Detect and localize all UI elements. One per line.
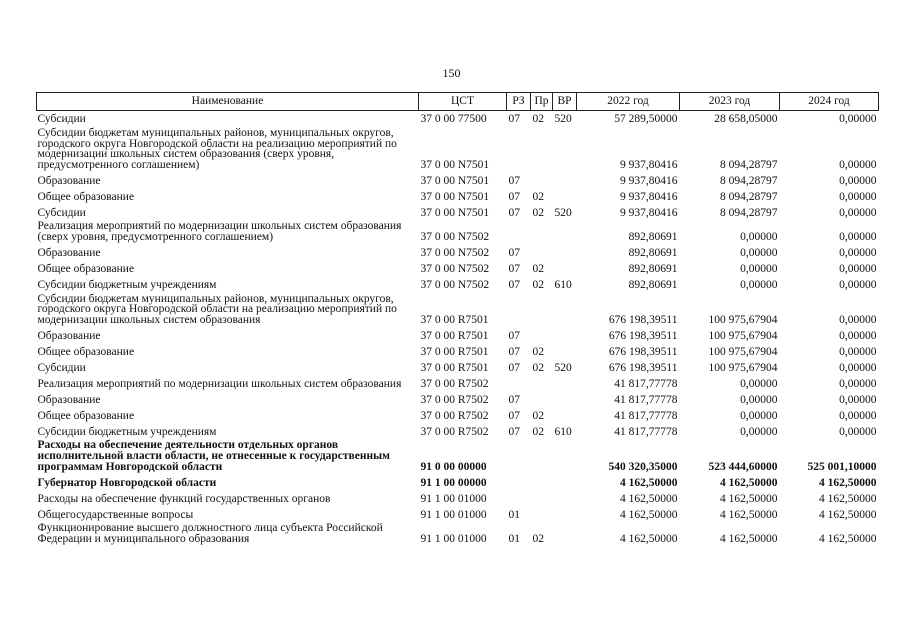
row-cst: 37 0 00 R7501 <box>420 361 489 374</box>
row-cst: 37 0 00 R7502 <box>420 393 489 406</box>
row-name: Субсидии <box>37 206 86 219</box>
row-name: Субсидии бюджетным учреждениям <box>37 278 217 291</box>
row-name: Образование <box>37 174 101 187</box>
row-pr: 02 <box>532 206 544 219</box>
row-vr <box>553 327 577 343</box>
row-rz: 07 <box>508 174 520 187</box>
row-2023: 4 162,50000 <box>720 492 778 505</box>
row-name: Субсидии бюджетам муниципальных районов, муниципальных округов, городского округа Новгородской области на реализацию мероприятий по модернизации школьных систем образования (сверх уровня, предусмотренного соглашением) <box>37 127 397 171</box>
row-2022: 540 320,35000 <box>608 460 678 473</box>
row-vr: 520 <box>554 361 572 374</box>
table-row <box>37 439 879 474</box>
table-row <box>37 293 879 328</box>
row-2023: 100 975,67904 <box>708 313 778 326</box>
row-2022: 57 289,50000 <box>614 113 678 126</box>
row-2024: 0,00000 <box>839 113 877 126</box>
row-vr <box>553 127 577 172</box>
header-pr: Пр <box>531 93 553 111</box>
row-cst: 91 1 00 01000 <box>420 532 487 545</box>
row-2024: 4 162,50000 <box>819 476 877 489</box>
row-2022: 4 162,50000 <box>620 492 678 505</box>
table-row <box>37 359 879 375</box>
row-rz: 07 <box>508 246 520 259</box>
row-rz: 07 <box>508 409 520 422</box>
row-cst: 37 0 00 R7502 <box>420 425 489 438</box>
row-cst: 37 0 00 N7502 <box>420 230 490 243</box>
row-cst: 37 0 00 77500 <box>420 113 487 126</box>
row-2022: 41 817,77778 <box>614 425 678 438</box>
row-2024: 0,00000 <box>839 206 877 219</box>
row-2024: 0,00000 <box>839 262 877 275</box>
row-2023: 0,00000 <box>740 246 778 259</box>
row-pr: 02 <box>532 532 544 545</box>
row-name: Общее образование <box>37 409 135 422</box>
row-cst: 37 0 00 R7502 <box>420 409 489 422</box>
table-header <box>37 93 879 111</box>
row-pr: 02 <box>532 113 544 126</box>
row-name: Общее образование <box>37 345 135 358</box>
table-row <box>37 220 879 244</box>
row-2022: 9 937,80416 <box>620 174 678 187</box>
row-cst: 37 0 00 N7501 <box>420 206 490 219</box>
row-vr <box>553 375 577 391</box>
row-2023: 8 094,28797 <box>720 190 778 203</box>
row-name: Реализация мероприятий по модернизации школьных систем образования (сверх уровня, предусмотренного соглашением) <box>37 220 402 243</box>
row-2023: 0,00000 <box>740 409 778 422</box>
row-2024: 0,00000 <box>839 174 877 187</box>
row-name: Образование <box>37 246 101 259</box>
table-row <box>37 245 879 261</box>
row-pr <box>531 474 553 490</box>
row-2024: 0,00000 <box>839 345 877 358</box>
row-name: Реализация мероприятий по модернизации школьных систем образования <box>37 377 402 390</box>
row-cst: 37 0 00 R7502 <box>420 377 489 390</box>
row-2022: 676 198,39511 <box>608 345 678 358</box>
row-vr <box>553 293 577 328</box>
row-pr <box>531 490 553 506</box>
row-2023: 100 975,67904 <box>708 361 778 374</box>
row-2023: 0,00000 <box>740 393 778 406</box>
row-name: Общее образование <box>37 262 135 275</box>
row-name: Функционирование высшего должностного лица субъекта Российской Федерации и муниципального образования <box>37 522 383 545</box>
row-pr: 02 <box>532 361 544 374</box>
row-cst: 91 0 00 00000 <box>420 460 487 473</box>
row-cst: 91 1 00 01000 <box>420 492 487 505</box>
row-name: Образование <box>37 393 101 406</box>
table-row <box>37 204 879 220</box>
row-2024: 0,00000 <box>839 278 877 291</box>
row-cst: 37 0 00 N7502 <box>420 278 490 291</box>
row-name: Расходы на обеспечение функций государственных органов <box>37 492 331 505</box>
row-pr <box>531 245 553 261</box>
row-rz: 07 <box>508 190 520 203</box>
table-row <box>37 172 879 188</box>
row-pr: 02 <box>532 190 544 203</box>
row-rz: 01 <box>508 532 520 545</box>
row-2024: 0,00000 <box>839 313 877 326</box>
row-2024: 0,00000 <box>839 393 877 406</box>
row-rz: 07 <box>508 278 520 291</box>
table-row <box>37 474 879 490</box>
row-rz: 07 <box>508 425 520 438</box>
row-rz: 07 <box>508 345 520 358</box>
row-pr <box>531 391 553 407</box>
row-rz: 07 <box>508 361 520 374</box>
row-2024: 0,00000 <box>839 230 877 243</box>
row-cst: 37 0 00 N7501 <box>420 174 490 187</box>
row-2024: 0,00000 <box>839 329 877 342</box>
row-pr <box>531 439 553 474</box>
row-cst: 37 0 00 R7501 <box>420 345 489 358</box>
table-row <box>37 188 879 204</box>
row-cst: 91 1 00 00000 <box>420 476 487 489</box>
row-2022: 9 937,80416 <box>620 158 678 171</box>
row-2024: 0,00000 <box>839 190 877 203</box>
row-2022: 9 937,80416 <box>620 190 678 203</box>
row-2024: 0,00000 <box>839 246 877 259</box>
row-vr <box>553 245 577 261</box>
row-rz: 07 <box>508 206 520 219</box>
row-2024: 4 162,50000 <box>819 492 877 505</box>
row-2024: 0,00000 <box>839 425 877 438</box>
row-name: Субсидии <box>37 113 86 126</box>
row-vr <box>553 220 577 244</box>
row-pr <box>531 127 553 172</box>
row-vr <box>553 506 577 522</box>
row-2023: 8 094,28797 <box>720 174 778 187</box>
table-row <box>37 327 879 343</box>
row-rz: 07 <box>508 262 520 275</box>
row-rz <box>507 220 531 244</box>
row-rz <box>507 375 531 391</box>
row-pr <box>531 327 553 343</box>
row-2023: 4 162,50000 <box>720 508 778 521</box>
row-2024: 4 162,50000 <box>819 532 877 545</box>
row-vr <box>553 343 577 359</box>
row-vr <box>553 522 577 546</box>
row-name: Субсидии <box>37 361 86 374</box>
row-2022: 41 817,77778 <box>614 409 678 422</box>
row-vr <box>553 172 577 188</box>
row-pr <box>531 506 553 522</box>
row-cst: 37 0 00 R7501 <box>420 329 489 342</box>
row-cst: 91 1 00 01000 <box>420 508 487 521</box>
row-2022: 676 198,39511 <box>608 313 678 326</box>
row-2023: 4 162,50000 <box>720 476 778 489</box>
table-row <box>37 375 879 391</box>
table-row <box>37 522 879 546</box>
row-rz <box>507 293 531 328</box>
table-row <box>37 261 879 277</box>
row-2022: 676 198,39511 <box>608 361 678 374</box>
row-pr: 02 <box>532 345 544 358</box>
row-2023: 8 094,28797 <box>720 206 778 219</box>
row-vr <box>553 188 577 204</box>
table-row <box>37 343 879 359</box>
page-number: 150 <box>442 66 461 80</box>
row-pr: 02 <box>532 278 544 291</box>
row-2022: 41 817,77778 <box>614 393 678 406</box>
row-vr <box>553 407 577 423</box>
table-body <box>37 111 879 547</box>
row-rz <box>507 127 531 172</box>
row-cst: 37 0 00 R7501 <box>420 313 489 326</box>
header-vr: ВР <box>553 93 577 111</box>
row-2024: 4 162,50000 <box>819 508 877 521</box>
row-2023: 523 444,60000 <box>708 460 778 473</box>
header-2024: 2024 год <box>780 93 879 111</box>
header-2023: 2023 год <box>680 93 780 111</box>
row-vr <box>553 261 577 277</box>
row-rz: 01 <box>508 508 520 521</box>
table-row <box>37 111 879 128</box>
row-2022: 4 162,50000 <box>620 532 678 545</box>
row-2022: 892,80691 <box>628 246 678 259</box>
row-2024: 0,00000 <box>839 158 877 171</box>
row-vr: 520 <box>554 206 572 219</box>
row-2023: 100 975,67904 <box>708 329 778 342</box>
row-cst: 37 0 00 N7502 <box>420 262 490 275</box>
row-2022: 4 162,50000 <box>620 508 678 521</box>
row-2022: 892,80691 <box>628 278 678 291</box>
table-row <box>37 127 879 172</box>
row-name: Субсидии бюджетным учреждениям <box>37 425 217 438</box>
table-row <box>37 391 879 407</box>
row-pr <box>531 293 553 328</box>
table-row <box>37 277 879 293</box>
row-name: Губернатор Новгородской области <box>37 476 217 489</box>
row-cst: 37 0 00 N7502 <box>420 246 490 259</box>
table-row <box>37 407 879 423</box>
row-2024: 0,00000 <box>839 361 877 374</box>
row-vr: 610 <box>554 278 572 291</box>
row-name: Общегосударственные вопросы <box>37 508 194 521</box>
row-2022: 4 162,50000 <box>620 476 678 489</box>
row-name: Образование <box>37 329 101 342</box>
row-2022: 41 817,77778 <box>614 377 678 390</box>
row-name: Расходы на обеспечение деятельности отдельных органов исполнительной власти области, не отнесенные к государственным программам Новгородской области <box>37 439 390 473</box>
row-2023: 0,00000 <box>740 377 778 390</box>
row-2023: 0,00000 <box>740 278 778 291</box>
row-2023: 28 658,05000 <box>714 113 778 126</box>
row-2024: 0,00000 <box>839 409 877 422</box>
row-vr <box>553 391 577 407</box>
row-2023: 100 975,67904 <box>708 345 778 358</box>
row-rz <box>507 439 531 474</box>
row-rz: 07 <box>508 329 520 342</box>
row-2023: 4 162,50000 <box>720 532 778 545</box>
row-name: Субсидии бюджетам муниципальных районов, муниципальных округов, городского округа Новгородской области на реализацию мероприятий по модернизации школьных систем образования <box>37 292 397 326</box>
row-cst: 37 0 00 N7501 <box>420 190 490 203</box>
row-2024: 0,00000 <box>839 377 877 390</box>
row-name: Общее образование <box>37 190 135 203</box>
row-rz <box>507 474 531 490</box>
row-vr <box>553 474 577 490</box>
row-pr <box>531 172 553 188</box>
row-vr: 520 <box>554 113 572 126</box>
row-pr: 02 <box>532 262 544 275</box>
row-2023: 0,00000 <box>740 230 778 243</box>
row-2022: 892,80691 <box>628 230 678 243</box>
header-2022: 2022 год <box>577 93 680 111</box>
row-2022: 676 198,39511 <box>608 329 678 342</box>
row-pr <box>531 375 553 391</box>
row-rz: 07 <box>508 113 520 126</box>
header-rz: РЗ <box>507 93 531 111</box>
row-rz: 07 <box>508 393 520 406</box>
row-rz <box>507 490 531 506</box>
header-name: Наименование <box>37 93 419 111</box>
row-pr: 02 <box>532 409 544 422</box>
header-cst: ЦСТ <box>419 93 507 111</box>
row-2022: 9 937,80416 <box>620 206 678 219</box>
row-vr <box>553 439 577 474</box>
row-2023: 0,00000 <box>740 262 778 275</box>
row-pr: 02 <box>532 425 544 438</box>
row-2022: 892,80691 <box>628 262 678 275</box>
table-row <box>37 506 879 522</box>
row-pr <box>531 220 553 244</box>
row-2024: 525 001,10000 <box>807 460 877 473</box>
row-cst: 37 0 00 N7501 <box>420 158 490 171</box>
row-vr: 610 <box>554 425 572 438</box>
table-row <box>37 423 879 439</box>
row-2023: 8 094,28797 <box>720 158 778 171</box>
table-row <box>37 490 879 506</box>
row-2023: 0,00000 <box>740 425 778 438</box>
row-vr <box>553 490 577 506</box>
budget-table <box>36 92 879 546</box>
